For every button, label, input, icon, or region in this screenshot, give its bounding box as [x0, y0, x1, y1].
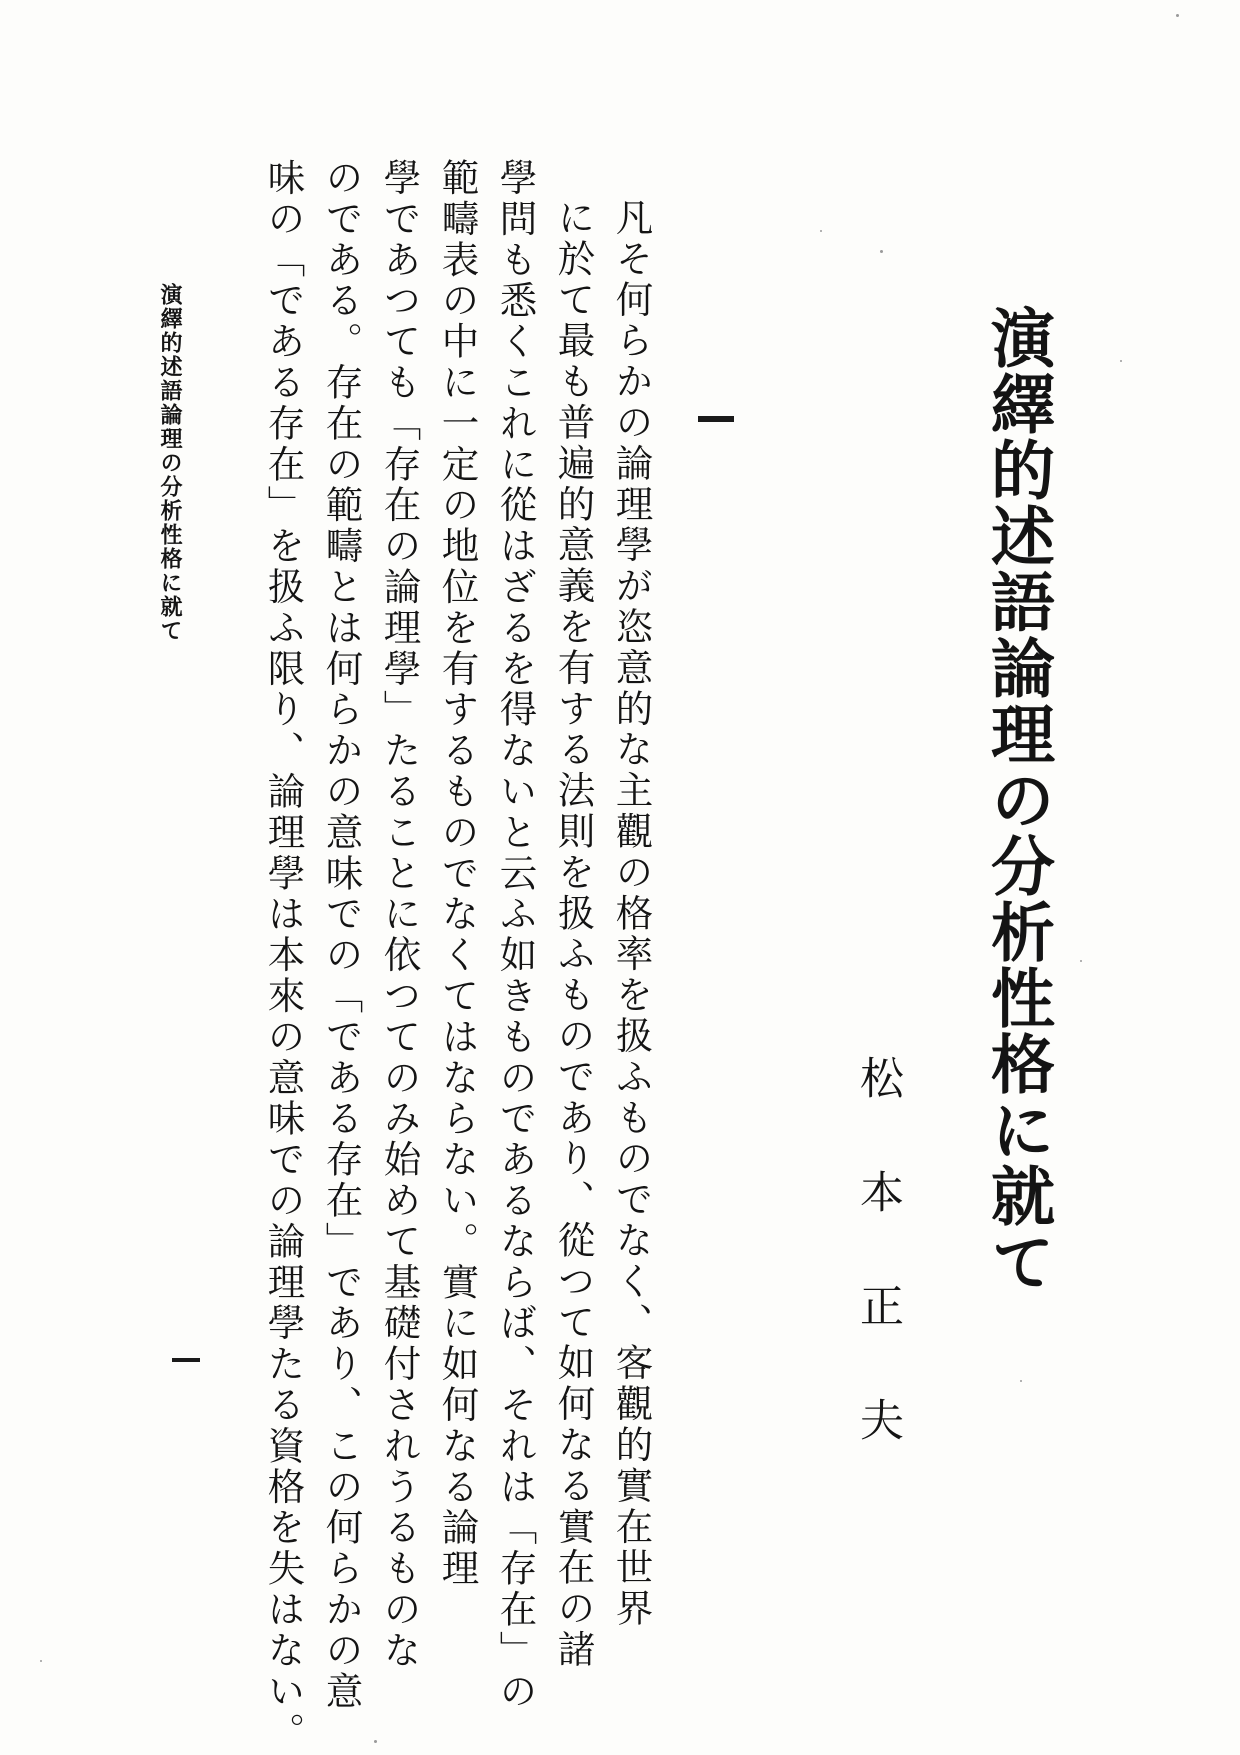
author-char: 本: [852, 1169, 903, 1213]
scan-speck: [880, 250, 883, 253]
scan-speck: [820, 230, 822, 232]
body-column: のである。存在の範疇とは何らかの意味での「である存在」であり、この何らかの意: [319, 158, 364, 1713]
scan-speck: [40, 1660, 42, 1662]
page-number-mark: [172, 1358, 200, 1362]
body-column: 凡そ何らかの論理學が恣意的な主觀の格率を扱ふものでなく、客觀的實在世界: [609, 198, 654, 1630]
body-column: 學問も悉くこれに從はざるを得ないと云ふ如きものであるならば、それは「存在」の: [493, 158, 538, 1713]
body-column: 味の「である存在」を扱ふ限り、論理學は本來の意味での論理學たる資格を失はない。: [261, 158, 306, 1754]
section-number-mark: [698, 416, 734, 422]
body-column: 範疇表の中に一定の地位を有するものでなくてはならない。實に如何なる論理: [435, 158, 480, 1590]
running-head: 演繹的述語論理の分析性格に就て: [157, 283, 183, 643]
body-column: に於て最も普遍的意義を有する法則を扱ふものであり、從つて如何なる實在の諸: [551, 198, 596, 1671]
author-name: [852, 1055, 903, 1511]
scan-speck: [1120, 360, 1122, 362]
author-char: 松: [852, 1055, 903, 1099]
scan-speck: [374, 1740, 377, 1743]
author-char: 正: [852, 1283, 903, 1327]
author-char: 夫: [852, 1397, 903, 1441]
scan-speck: [1080, 960, 1082, 962]
body-column: 學であつても「存在の論理學」たることに依つてのみ始めて基礎付されうるものな: [377, 158, 422, 1672]
scan-speck: [1176, 14, 1179, 17]
scan-speck: [1020, 1380, 1022, 1382]
article-title: 演繹的述語論理の分析性格に就て: [980, 305, 1055, 1295]
